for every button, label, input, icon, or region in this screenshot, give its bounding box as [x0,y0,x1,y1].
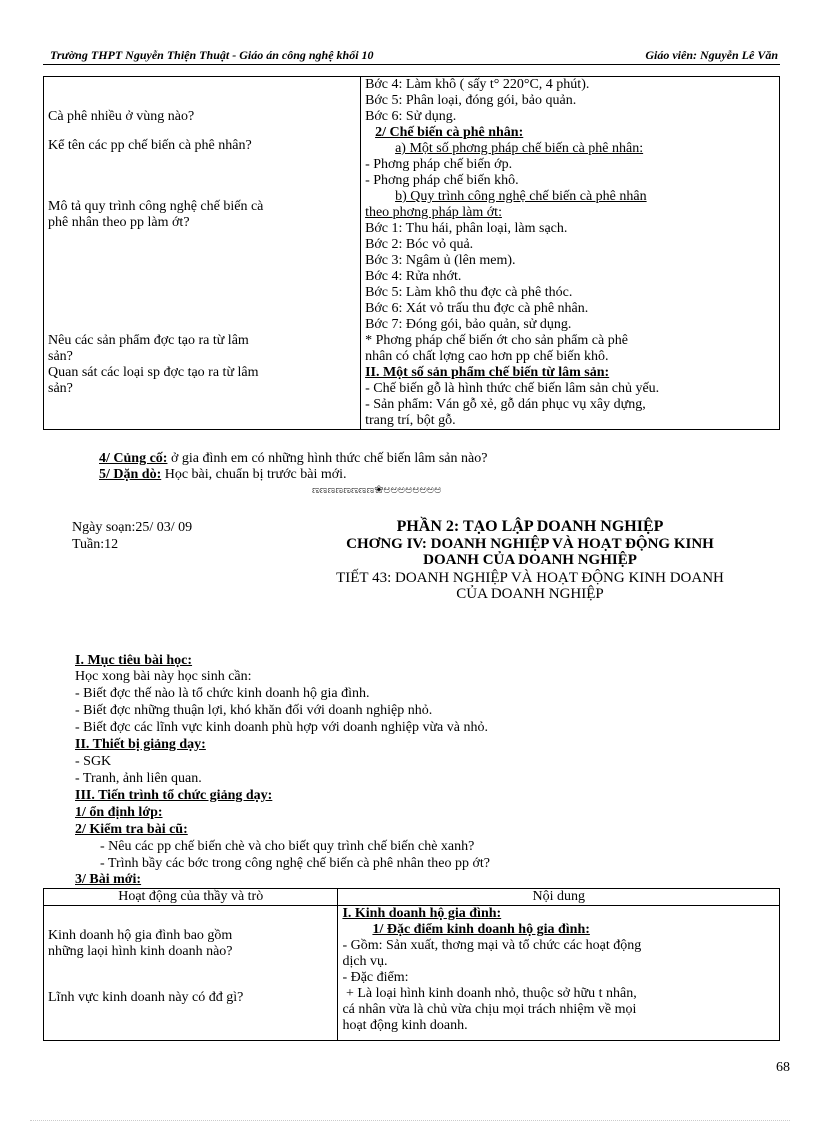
content-line: Bớc 5: Phân loại, đóng gói, bảo quản. [365,93,577,108]
chapter-title-line2: DOANH CỦA DOANH NGHIỆP [423,552,637,568]
content-line: - Chế biến gỗ là hình thức chế biến lâm sản chủ yếu. [365,381,660,396]
question-1: Cà phê nhiều ở vùng nào? [48,109,195,124]
content-line: Bớc 6: Sử dụng. [365,109,457,124]
subsection-heading-cont: theo phơng pháp làm ớt: [365,205,502,220]
content-line: cá nhân vừa là chủ vừa chịu mọi trách nhiệm về mọi [342,1002,637,1017]
homework-line [99,467,347,483]
page-number: 68 [776,1060,790,1075]
page-bottom-rule [30,1120,790,1121]
subsection-heading: a) Một số phơng pháp chế biến cà phê nhân: [395,141,644,156]
page-header-right: Giáo viên: Nguyễn Lê Văn [645,48,778,62]
question-5: Quan sát các loại sp đợc tạo ra từ lâm sản? [48,365,259,396]
question-2: Kể tên các pp chế biến cà phê nhân? [48,138,252,153]
homework-text: Học bài, chuẩn bị trước bài mới. [161,467,347,482]
subsection-heading: b) Quy trình công nghệ chế biến cà phê nhân [395,189,647,204]
step3-heading: 3/ Bài mới: [75,872,142,887]
preparation-date: Ngày soạn:25/ 03/ 09 [72,520,193,535]
section-heading: I. Kinh doanh hộ gia đình: [342,906,502,921]
header-divider [43,64,780,65]
old-question: - Trình bầy các bớc trong công nghệ chế biến cà phê nhân theo pp ớt? [100,856,490,871]
question-2: Lĩnh vực kinh doanh này có đđ gì? [48,990,244,1005]
question-4: Nêu các sản phẩm đợc tạo ra từ lâm sản? [48,333,249,364]
lesson-title-line2: CỦA DOANH NGHIỆP [456,586,604,602]
homework-label: 5/ Dặn dò: [99,467,162,482]
content-line: - Đặc điểm: [342,970,409,985]
equipment-item: - SGK [75,754,112,769]
step1-heading: 1/ ổn định lớp: [75,805,163,820]
chapter-title-line1: CHƠNG IV: DOANH NGHIỆP VÀ HOẠT ĐỘNG KINH [346,536,714,552]
content-line: Bớc 4: Làm khô ( sấy t° 220°C, 4 phút). [365,77,590,92]
objectives-heading: I. Mục tiêu bài học: [75,653,193,668]
question-3: Mô tả quy trình công nghệ chế biến cà phê nhân theo pp làm ớt? [48,199,264,230]
section-heading: 2/ Chế biến cà phê nhân: [375,125,524,140]
table2-header-activity: Hoạt động của thầy và trò [44,889,338,906]
teacher-question-column [44,906,338,1041]
ornament-divider: ಣಣಣಣಣಣಣಣ❀ಅಅಅಅಅಅಅಅ [312,484,442,496]
lesson-table-1 [43,76,780,430]
content-line: * Phơng pháp chế biến ớt cho sản phẩm cà phê [365,333,628,348]
teacher-question-column [44,77,361,430]
content-line: - Gồm: Sản xuất, thơng mại và tổ chức các hoạt động [342,938,642,953]
content-line: - Phơng pháp chế biến ớp. [365,157,513,172]
content-line: dịch vụ. [342,954,388,969]
process-heading: III. Tiến trình tổ chức giảng dạy: [75,788,273,803]
content-line: Bớc 6: Xát vỏ trấu thu đợc cà phê nhân. [365,301,589,316]
content-line: trang trí, bột gỗ. [365,413,456,428]
equipment-heading: II. Thiết bị giảng dạy: [75,737,206,752]
consolidation-text: ở gia đình em có những hình thức chế biến lâm sản nào? [167,451,488,466]
content-line: Bớc 4: Rửa nhớt. [365,269,462,284]
content-line: - Sản phẩm: Ván gỗ xẻ, gỗ dán phục vụ xây dựng, [365,397,646,412]
content-line: Bớc 5: Làm khô thu đợc cà phê thóc. [365,285,573,300]
content-line: nhân có chất lợng cao hơn pp chế biến khô. [365,349,609,364]
step2-heading: 2/ Kiểm tra bài cũ: [75,822,188,837]
table2-header-content: Nội dung [338,889,780,906]
content-column [338,906,780,1041]
subsection-heading: 1/ Đặc điểm kinh doanh hộ gia đình: [372,922,590,937]
content-line: Bớc 1: Thu hái, phân loại, làm sạch. [365,221,568,236]
week-number: Tuần:12 [72,537,119,552]
equipment-item: - Tranh, ảnh liên quan. [75,771,202,786]
objective-item: - Biết đợc các lĩnh vực kinh doanh phù hợp với doanh nghiệp vừa và nhỏ. [75,720,488,735]
section-heading: II. Một số sản phẩm chế biến từ lâm sản: [365,365,610,380]
objectives-intro: Học xong bài này học sinh cần: [75,669,252,684]
part-title: PHẦN 2: TẠO LẬP DOANH NGHIỆP [396,518,664,535]
old-question: - Nêu các pp chế biến chè và cho biết quy trình chế biến chè xanh? [100,839,475,854]
content-line: + Là loại hình kinh doanh nhỏ, thuộc sở hữu t nhân, [342,986,637,1001]
content-line: Bớc 7: Đóng gói, bảo quản, sử dụng. [365,317,572,332]
consolidation-label: 4/ Củng cố: [99,451,168,466]
page-header-left: Trường THPT Nguyễn Thiện Thuật - Giáo án công nghệ khối 10 [50,48,374,62]
content-line: hoạt động kinh doanh. [342,1018,468,1033]
objective-item: - Biết đợc thế nào là tổ chức kinh doanh hộ gia đình. [75,686,370,701]
lesson-title-line1: TIẾT 43: DOANH NGHIỆP VÀ HOẠT ĐỘNG KINH DOANH [336,570,724,586]
consolidation-line [99,451,487,467]
content-column [361,77,780,430]
content-line: Bớc 3: Ngâm ủ (lên mem). [365,253,516,268]
content-line: - Phơng pháp chế biến khô. [365,173,519,188]
content-line: Bớc 2: Bóc vỏ quả. [365,237,474,252]
question-1: Kinh doanh hộ gia đình bao gồm những laọi hình kinh doanh nào? [48,928,233,959]
objective-item: - Biết đợc những thuận lợi, khó khăn đối với doanh nghiệp nhỏ. [75,703,433,718]
lesson-table-2 [43,888,780,1041]
